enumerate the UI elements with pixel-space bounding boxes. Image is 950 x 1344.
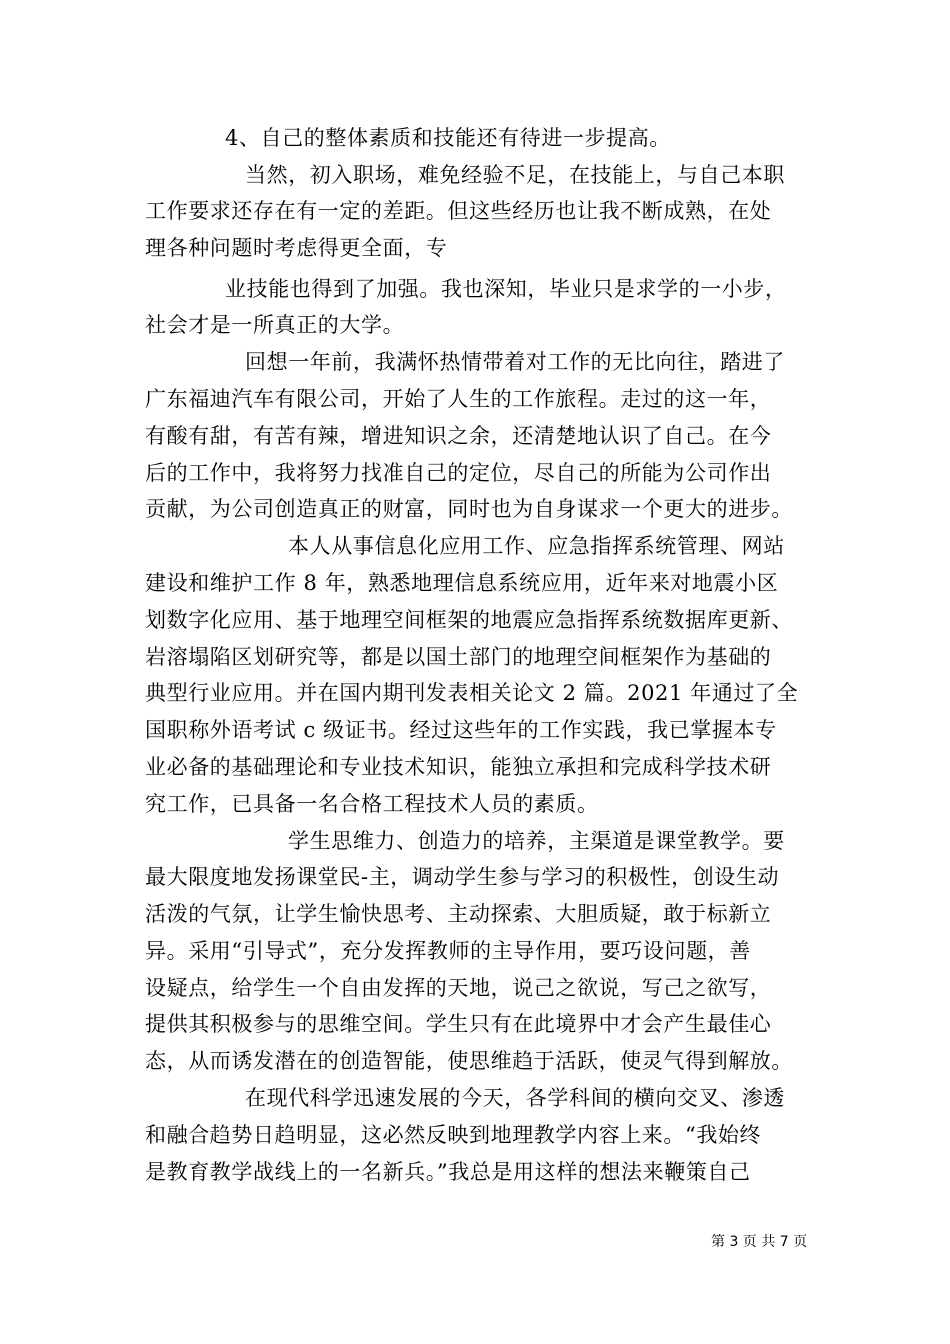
text-line: 和融合趋势日趋明显，这必然反映到地理教学内容上来。“我始终 — [145, 1123, 762, 1147]
text-line: 广东福迪汽车有限公司，开始了人生的工作旅程。走过的这一年， — [145, 387, 772, 411]
text-line: 设疑点，给学生一个自由发挥的天地，说己之欲说，写己之欲写， — [145, 976, 772, 1000]
text-line: 贡献，为公司创造真正的财富，同时也为自身谋求一个更大的进步。 — [145, 497, 793, 521]
text-line: 态，从而诱发潜在的创造智能，使思维趋于活跃，使灵气得到解放。 — [145, 1049, 793, 1073]
text-line: 社会才是一所真正的大学。 — [145, 313, 405, 337]
text-line: 岩溶塌陷区划研究等，都是以国土部门的地理空间框架作为基础的 — [145, 645, 772, 669]
text-line: 典型行业应用。并在国内期刊发表相关论文 2 篇。2021 年通过了全 — [145, 681, 799, 705]
text-line: 工作要求还存在有一定的差距。但这些经历也让我不断成熟，在处 — [145, 199, 772, 223]
text-line: 当然，初入职场，难免经验不足，在技能上，与自己本职 — [245, 163, 785, 187]
text-line: 本人从事信息化应用工作、应急指挥系统管理、网站 — [288, 534, 785, 558]
text-line: 业技能也得到了加强。我也深知，毕业只是求学的一小步， — [225, 277, 787, 301]
text-line: 提供其积极参与的思维空间。学生只有在此境界中才会产生最佳心 — [145, 1012, 772, 1036]
text-line: 国职称外语考试 c 级证书。经过这些年的工作实践，我已掌握本专 — [145, 718, 777, 742]
text-line: 异。采用“引导式”，充分发挥教师的主导作用，要巧设问题，善 — [145, 939, 751, 963]
text-line: 4、自己的整体素质和技能还有待进一步提高。 — [225, 126, 671, 150]
text-line: 有酸有甜，有苦有辣，增进知识之余，还清楚地认识了自己。在今 — [145, 424, 772, 448]
text-line: 在现代科学迅速发展的今天，各学科间的横向交叉、渗透 — [245, 1086, 785, 1110]
text-line: 究工作，已具备一名合格工程技术人员的素质。 — [145, 792, 599, 816]
text-line: 建设和维护工作 8 年，熟悉地理信息系统应用，近年来对地震小区 — [145, 571, 779, 595]
text-line: 活泼的气氛，让学生愉快思考、主动探索、大胆质疑，敢于标新立 — [145, 902, 772, 926]
text-line: 业必备的基础理论和专业技术知识，能独立承担和完成科学技术研 — [145, 755, 772, 779]
text-line: 最大限度地发扬课堂民-主，调动学生参与学习的积极性，创设生动 — [145, 865, 780, 889]
text-line: 回想一年前，我满怀热情带着对工作的无比向往，踏进了 — [245, 350, 785, 374]
text-line: 是教育教学战线上的一名新兵。”我总是用这样的想法来鞭策自己 — [145, 1160, 751, 1184]
page-number: 第 3 页 共 7 页 — [711, 1234, 808, 1250]
text-line: 后的工作中，我将努力找准自己的定位，尽自己的所能为公司作出 — [145, 461, 772, 485]
text-line: 划数字化应用、基于地理空间框架的地震应急指挥系统数据库更新、 — [145, 608, 793, 632]
text-line: 学生思维力、创造力的培养，主渠道是课堂教学。要 — [288, 829, 785, 853]
text-line: 理各种问题时考虑得更全面，专 — [145, 236, 448, 260]
